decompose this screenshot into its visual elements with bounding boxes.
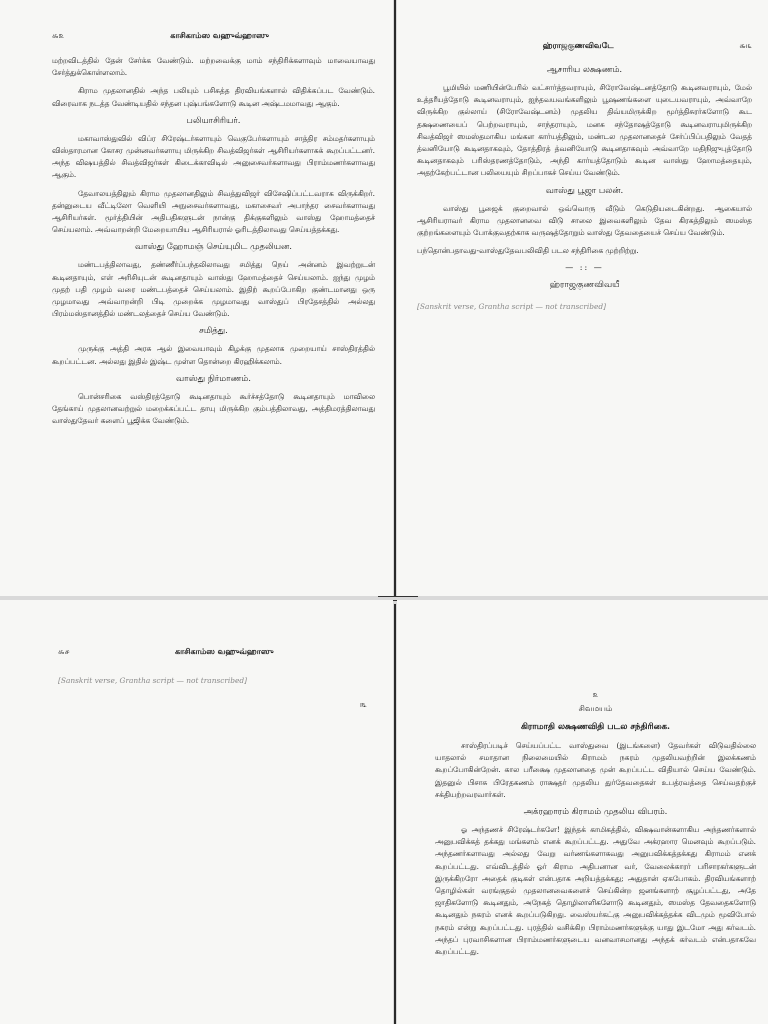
- paragraph: பொன்சரிகை வஸ்திரத்தோடு கூடினதாயும் கூர்ச்சத்தோடு கூடினதாயும் மாவிலை தேங்காய் முதலானவற்றுல் மறைக்கப்பட்ட தாயு மிருக்கிற கும்பத்திலாவது, அத்திமரத்திலாவது வாஸ்துதேவர் களைப் பூஜிக்க வேண்டும்.: [52, 391, 375, 426]
- paragraph: மகாவாஸ்துவில் விப்ர சிரேஷ்டர்களாயும் வெகுபேர்களாயும் சாத்திர சம்மதர்களாயும் விஸ்தாரமான கோசர முன்னவர்களாயு மிருக்கிற சிவத்விஜர்கள் ஆசிரியர்களாகக் கூறப்பட்டனர். அந்த விஷயத்தில் சிவத்விஜர்கள் கிடைக்காவிடில் அனுசைவர்களாவது பிராம்மணர்களாவது ஆகும்.: [52, 133, 375, 180]
- page-mark: ௨: [592, 690, 599, 699]
- book-binding-top: [394, 0, 396, 596]
- paragraph: மண்டபத்திலாவது, தண்ணீர்ப்பந்தலிலாவது சமித்து நெய் அன்னம் இவற்றுடன் கூடினதாயும், எள் அரிசியுடன் கூடினதாயும் வாஸ்து ஹோமத்தைச் செய்யலாம். ஐந்து முழம் முதற் பதி முழம் வரை மண்டபத்தைச் செய்யலாம். இதிற் கூறப்போகிற குண்டமானது ஒரு முழமாவது அவ்வாறன்றி பிடி முறைக்க முழமாவது வாஸ்துப் பிரதேசத்தில் அல்லது பிரம்மஸ்தானத்தில் மண்டலத்தைச் செய்ய வேண்டும்.: [52, 260, 375, 319]
- illegible-verse: [Sanskrit verse, Grantha script — not transcribed]: [58, 676, 247, 685]
- page-header: [417, 40, 752, 51]
- section-heading: அக்ரஹாரம் கிராமம் முதலிய விபரம்.: [523, 807, 668, 818]
- section-heading: சமித்து.: [199, 326, 228, 337]
- running-title: ஹ்ராஜகுணவிவடே: [542, 40, 614, 50]
- paragraph: முருக்கு அத்தி அரசு ஆல் இவையாவும் கிழக்கு முதலாக முறையாய் சாஸ்திரத்தில் கூறப்பட்டன. அல்லது இதில் இஷ்ட முள்ள தொன்றை கிரஹிக்கலாம்.: [52, 344, 375, 366]
- verse-title: ஹ்ராஜகுணவிவயீ: [549, 280, 620, 291]
- section-divider: — :: —: [565, 263, 604, 273]
- page-number: ௬௩: [739, 41, 752, 50]
- section-heading: வாஸ்து ஹோமஞ் செய்யுமிட முதலியன.: [135, 242, 292, 253]
- sanskrit-verse-block: [58, 671, 379, 690]
- paragraph: வாஸ்து பூஜைக் குறைவால் ஒவ்வொரு வீடும் கெடுதியடைகின்றது. ஆகையால் ஆசிரியராவர் கிராம முதலானவை விடு சாலை இவைகளிலும் தேவ கிரகத்திலும் ஸமஸ்த குற்றங்களையும் போக்குவதற்காக வருஷத்தோறும் வாஸ்து தேவதையைச் செய்ய வேண்டும்.: [417, 203, 752, 238]
- crop-mark: [378, 596, 418, 597]
- page-63: [397, 0, 768, 596]
- running-title: காசிகாம்ஸ வஹுவ்ஹாஸு: [170, 30, 269, 40]
- paragraph: சாஸ்திரப்படிச் செய்யப்பட்ட வாஸ்துவை (இடங்களை) தேவர்கள் விடுவதில்லை யாதலால் சமாதான நிலைமையில் கிராமம் நகரம் முதலியவற்றின் இலக்கணம் கூறப்போகின்றேன். கால பரீக்ஷை முதலானதை முன் கூறப்பட்ட விதியால் செய்ய வேண்டும். இதனுல் பிசாசு பிரேதகணம் ராக்ஷதர் முதலிய துர்தேவதைகள் உபத்ரவத்தை செய்வதற்குச் சக்தியற்றவரவார்கள்.: [435, 741, 756, 799]
- margin-mark: ௩: [360, 700, 367, 710]
- page-number: ௬௨: [52, 31, 65, 40]
- paragraph: மற்றவிடத்தில் தேன் சேர்க்க வேண்டும். மற்றவைக்கு மாம் சந்திரிக்களாவும் மாவையாவது சேர்த்துக்கொள்ளலாம்.: [52, 56, 375, 78]
- section-heading: பலியாசிரியர்.: [186, 115, 241, 126]
- chapter-colophon: பந்தொன்பதாவது-வாஸ்துதேவபலிவிதி படல சந்திரிகை முற்றிற்று.: [417, 246, 639, 256]
- running-title: காசிகாம்ஸ வஹுவ்ஹாஸு: [174, 646, 274, 656]
- sanskrit-verse-block: [417, 297, 752, 316]
- page-65: [397, 600, 768, 1024]
- paragraph: தேவாலயத்திலும் கிராம முதலானதிலும் சிவத்துவிஜர் விசேஷிப்பட்டவராக விருக்கிறர். தன்னுடைய வீட்டிலோ வெளியி அநுசைவர்களாவது, மகாசைவர் அபாந்தர சைவர்களாவது ஆசிரியர்கள். மூர்த்தியின் அதிபதிகளுடன் நான்கு திக்குகளிலும் வாஸ்து ஹோமத்தைச் செய்யலாம். அவ்வாறன்றி மேறையாயிய ஆசிரியரால் ஓரிடத்திலாவது செய்யத்தக்கது.: [52, 188, 375, 235]
- page-header: [58, 646, 379, 657]
- section-heading: வாஸ்து நிர்மாணம்.: [176, 373, 251, 384]
- section-heading: ஆசாரிய லக்ஷணம்.: [546, 65, 623, 75]
- section-heading: வாஸ்து பூஜா பலன்.: [545, 185, 624, 196]
- invocation: சிவமயம்: [578, 704, 613, 713]
- page-header: [52, 30, 375, 41]
- page-number: ௬௪: [58, 647, 70, 656]
- paragraph: கிராம முதலானதில் அந்த பலியும் பசிசுத்த திரவியங்களால் விதிக்கப்பட வேண்டும். விரைவாக நடத்த வேண்டியதில் சந்தன புஷ்பங்களோடு கூடின அஷ்டமமாவது ஆகும்.: [52, 86, 375, 108]
- paragraph: பூமியில் மணியின்பேரில் வட்சார்த்தவராயும், சிரோவேஷ்டனத்தோடு கூடினவராயும், மேல் உத்தரீயத்தோடு கூடினவராயும், ஐந்தவயவங்களிலும் பூஷணங்களை யுடையவராயும், அவ்வாறே விருக்கிற குல்லாய் (சிரோவேஷ்டனம்) முதலிய திவ்யமிருக்கிற மூர்த்திசுரர்களோடு கூட தக்ஷணையைப் பெற்றவராயும், சாந்தராயும், மனசு சந்தோஷத்தோடு கூடினவராயுமிருக்கிற சிவத்விஜர் ஸமஸ்தமாகிய மங்கள கார்யத்திலும், மண்டல முதலானதைச் சேர்ப்பிப்பதிலும் வேதத் த்வனியோடு கூடினதாகவும், தோத்திரத் த்வனியோடு கூடினதாகவும் அவ்வாறே மதிநிஜுபுத்தோடு கூடினதாகவும் பரிஸ்தரணத்தோடும், அந்தி கார்யத்தோடும் கூடின வாஸ்து ஹோமத்தையும், அதற்கேற்பட்டான பலியையும் சிறப்பாகச் செய்ய வேண்டும்.: [417, 83, 752, 178]
- page-64: [0, 600, 393, 1024]
- paragraph: ஓ அந்தணச் சிரேஷ்டர்களே! இந்தக் காமிகத்தில், விக்ஷவான்களாகிய அந்தணர்களால் அனுபவிக்கத் தக்கது மங்களம் எனக் கூறப்பட்டது. அதுவே அக்ரஹார மெனவும் கூறப்படும். அந்தணர்களாவது அல்லது வேறு வர்ணங்களாகவது அனுபவிக்கத்தக்கது கிராமம் எனக் கூறப்பட்டது. எவ்விடத்தில் ஓர் கிராம அதிபனான வர், வேலைக்காரர் பரிசாரகர்களுடன் இருக்கிறரோ அதைக் குடிகள் என்பதாக அறியத்தக்கது; அதுதான் ஏகபோகம். திரவியங்களாற் தொழில்கள் வரங்குதல் முதலானவைகளைச் செய்கின்ற ஜனங்களாற் சூழப்பட்டது, அதே ஜாதிகளோடு கூடினதும், அநேகத் தொழிலாளிகளோடு கூடினதும், ஸமஸ்த தேவதைகளோடு கூடினதும் நகரம் எனக் கூறப்படுகிறது. வைஸ்யர்கட்கு அனுபவிக்கத்தக்க விடமும் மூவிபோல் நகரம் என்று கூறப்பட்டது. புரத்தில் வசிக்கிற பிராம்மணர்களுக்கு யாது இடமோ அது கர்வடம். அந்தப் புரவாசிகளான பிராம்மணர்களுடைய வனவாசமானது அந்தக் கர்வடம் என்பதாகவே கூறப்பட்டது.: [435, 825, 756, 957]
- chapter-title: கிராமாதி லக்ஷணவிதி படல சந்திரிகை.: [520, 722, 671, 732]
- book-binding-bottom: [394, 604, 396, 1024]
- illegible-verse: [Sanskrit verse, Grantha script — not transcribed]: [417, 302, 606, 312]
- page-62: [0, 0, 393, 596]
